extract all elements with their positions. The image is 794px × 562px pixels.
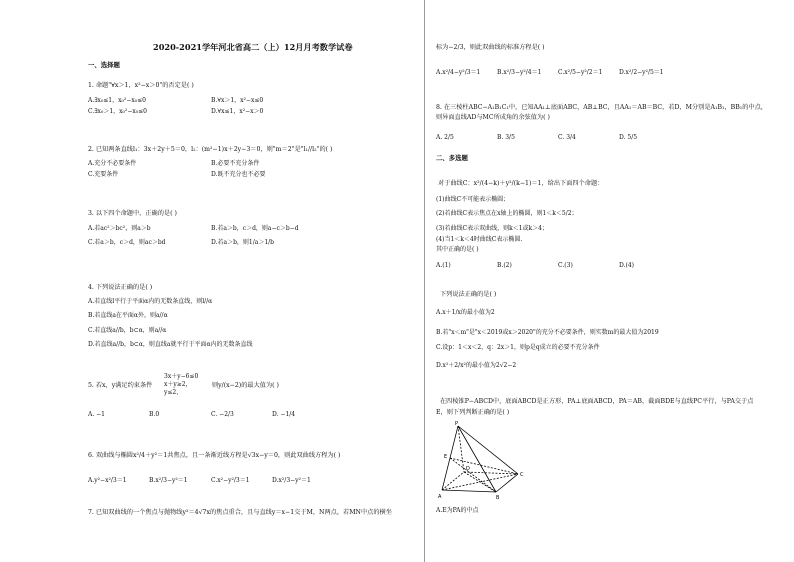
diag-BD <box>464 472 496 492</box>
q9-question: 其中正确的是( ) <box>436 246 479 253</box>
label-D: D <box>466 466 470 472</box>
label-A: A <box>438 494 442 500</box>
edge-PD <box>458 426 464 472</box>
q8-option-a: A. 2/5 <box>436 134 454 141</box>
q2-option-c: C.充要条件 <box>88 171 119 178</box>
q5-constraint-3: y≤2， <box>164 389 183 396</box>
q11-option-a: A.E为PA的中点 <box>436 507 479 514</box>
q10-option-b: B.若"x＜m"是"x＜2019或x＞2020"的充分不必要条件，则实数m的最大值为2019 <box>436 329 659 336</box>
edge-BC <box>496 474 518 492</box>
q10-option-a: A.x＋1/x的最小值为2 <box>436 309 495 316</box>
q5-option-d: D. −1/4 <box>272 411 296 418</box>
edge-AB <box>442 490 496 492</box>
q5-tail: 则y/(x−2)的最大值为( ) <box>212 382 279 389</box>
pyramid-figure <box>438 420 528 500</box>
q8-option-c: C. 3/4 <box>558 134 576 141</box>
q2-stem: 2. 已知两条直线l₁：3x＋2y＋5＝0，l₂：(m²−1)x＋2y−3＝0，则"m＝2"是"l₁//l₂"的( ) <box>88 146 333 153</box>
q9-proposition-1: (1)曲线C不可能表示椭圆； <box>436 196 510 203</box>
q5-stem: 5. 若x，y满足约束条件 <box>88 382 153 389</box>
q2-option-a: A.充分不必要条件 <box>88 160 137 167</box>
q5-option-c: C. −2/3 <box>211 411 234 418</box>
q9-proposition-4: (4)当1＜k＜4时曲线C表示椭圆. <box>436 236 523 243</box>
q3-option-a: A.若ac²＞bc²，则a＞b <box>88 225 151 232</box>
q7-option-c: C.x²/5−y²/2＝1 <box>558 69 603 76</box>
q6-stem: 6. 双曲线与椭圆x²/4＋y²＝1共焦点，且一条渐近线方程是√3x−y＝0，则此双曲线方程为( ) <box>88 452 341 459</box>
q9-option-d: D.(4) <box>619 262 635 269</box>
q4-option-b: B.若直线a在平面α外，则a//α <box>88 312 168 319</box>
q1-option-d: D.∀x≤1，x²−x＞0 <box>211 108 264 115</box>
q9-option-b: B.(2) <box>497 262 512 269</box>
q7-option-d: D.x²/2−y²/5＝1 <box>619 69 664 76</box>
q10-option-c: C.设p：1＜x＜2，q：2x＞1，则p是q成立的必要不充分条件 <box>436 344 600 351</box>
q9-proposition-3: (3)若曲线C表示双曲线，则k＜1或k＞4； <box>436 225 548 232</box>
q5-option-b: B.0 <box>149 411 160 418</box>
q1-option-a: A.∃x₀≤1，x₀²−x₀≤0 <box>88 97 146 104</box>
q8-stem-line2: 则异面直线AD与MC所成角的余弦值为( ) <box>436 114 550 121</box>
q2-option-d: D.既不充分也不必要 <box>211 171 266 178</box>
q4-option-c: C.若直线a//b，b⊂α，则a//α <box>88 327 167 334</box>
label-E: E <box>444 454 448 460</box>
q7-option-b: B.x²/3−y²/4＝1 <box>497 69 542 76</box>
column-divider <box>424 0 425 562</box>
q3-option-c: C.若a＞b，c＞d，则ac＞bd <box>88 239 166 246</box>
q10-stem: 下列说法正确的是( ) <box>440 291 497 298</box>
q3-option-d: D.若a＞b，则1/a＞1/b <box>211 239 275 246</box>
q1-stem: 1. 命题"∀x＞1，x²−x＞0"的否定是( ) <box>88 82 194 89</box>
q4-option-d: D.若直线a//b，b⊂α，则直线a就平行于平面α内的无数条直线 <box>88 341 253 348</box>
q8-stem-line1: 8. 在三棱柱ABC−A₁B₁C₁中，已知AA₁⊥底面ABC，AB⊥BC，且AA₁＝AB＝BC，若D，M分别是A₁B₁，BB₁的中点， <box>436 104 767 111</box>
q5-option-a: A. −1 <box>88 411 105 418</box>
q3-stem: 3. 以下四个命题中，正确的是( ) <box>88 210 177 217</box>
section-multi-choice: 二、多选题 <box>436 154 468 162</box>
q9-proposition-2: (2)若曲线C表示焦点在x轴上的椭圆，则1＜k＜5/2； <box>436 210 578 217</box>
q8-option-d: D. 5/5 <box>619 134 638 141</box>
q6-option-c: C.x²−y²/3＝1 <box>211 477 250 484</box>
q9-stem: 对于曲线C：x²/(4−k)＋y²/(k−1)＝1，给出下面四个命题： <box>438 180 604 187</box>
q7-stem: 7. 已知双曲线的一个焦点与抛物线y²＝4√7x的焦点重合，且与直线y＝x−1交于M，N两点，若MN中点的横坐 <box>88 509 392 516</box>
q4-option-a: A.若直线l平行于平面α内的无数条直线，则l//α <box>88 298 213 305</box>
q7-stem-continued: 标为−2/3，则此双曲线的标准方程是( ) <box>436 44 545 51</box>
q1-option-b: B.∀x＞1，x²−x≤0 <box>211 97 264 104</box>
q11-stem-line2: E，则下列判断正确的是( ) <box>436 409 510 416</box>
q2-option-b: B.必要不充分条件 <box>211 160 260 167</box>
exam-title: 2020-2021学年河北省高二（上）12月月考数学试卷 <box>153 42 353 52</box>
q6-option-a: A.y²−x²/3＝1 <box>88 477 127 484</box>
label-B: B <box>496 495 500 500</box>
q7-option-a: A.x²/4−y²/3＝1 <box>436 69 481 76</box>
q3-option-b: B.若a＞b，c＞d，则a−c＞b−d <box>211 225 299 232</box>
q5-constraint-2: x＋y≥2， <box>164 381 192 388</box>
q9-option-a: A.(1) <box>436 262 451 269</box>
edge-PB <box>458 426 496 492</box>
q9-option-c: C.(3) <box>558 262 573 269</box>
label-P: P <box>455 421 459 427</box>
q5-constraint-1: 3x＋y−6≤0 <box>164 373 199 380</box>
q4-stem: 4. 下列说法正确的是( ) <box>88 284 153 291</box>
q8-option-b: B. 3/5 <box>497 134 515 141</box>
q1-option-c: C.∃x₀＞1，x₀²−x₀≤0 <box>88 108 148 115</box>
section-single-choice: 一、选择题 <box>88 61 120 69</box>
label-C: C <box>520 472 524 478</box>
left-column <box>88 0 414 562</box>
edge-DC <box>464 472 518 474</box>
q11-stem-line1: 在四棱锥P−ABCD中，底面ABCD是正方形，PA⊥底面ABCD，PA＝AB，截面BDE与直线PC平行，与PA交于点 <box>440 398 754 405</box>
q10-option-d: D.x²＋2/x²的最小值为2√2−2 <box>436 362 517 369</box>
q6-option-d: D.x²/3−y²＝1 <box>272 477 311 484</box>
q6-option-b: B.x²/3−y²＝1 <box>149 477 188 484</box>
